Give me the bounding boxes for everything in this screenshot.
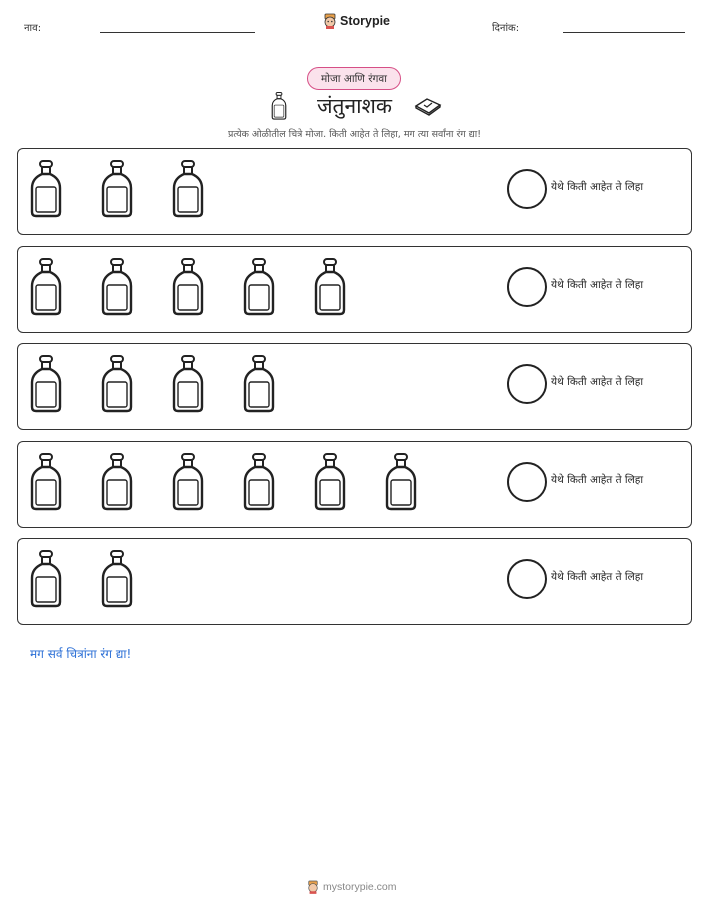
bottle-icon[interactable] <box>385 453 417 511</box>
bottle-icon[interactable] <box>243 453 275 511</box>
footer-note: मग सर्व चित्रांना रंग द्या! <box>30 647 132 661</box>
bottle-icon[interactable] <box>30 258 62 316</box>
answer-prompt: येथे किती आहेत ते लिहा <box>551 376 644 388</box>
count-row <box>17 246 692 333</box>
count-row <box>17 343 692 430</box>
bottle-icon[interactable] <box>243 258 275 316</box>
count-row <box>17 441 692 528</box>
answer-circle[interactable] <box>507 267 547 307</box>
bottle-icon[interactable] <box>101 160 133 218</box>
brand-logo <box>323 13 390 29</box>
bottle-icon[interactable] <box>243 355 275 413</box>
date-label: दिनांक: <box>492 23 520 34</box>
soap-bar-icon <box>414 96 442 116</box>
brand-name: Storypie <box>340 14 391 28</box>
answer-circle[interactable] <box>507 462 547 502</box>
answer-prompt: येथे किती आहेत ते लिहा <box>551 473 644 486</box>
bottle-icon[interactable] <box>101 258 133 316</box>
bottle-icon[interactable] <box>314 453 346 511</box>
bottle-icon[interactable] <box>30 453 62 511</box>
name-line[interactable] <box>100 32 255 33</box>
answer-prompt: येथे किती आहेत ते लिहा <box>551 278 644 291</box>
bottle-icon[interactable] <box>172 258 204 316</box>
footer-site <box>307 880 397 894</box>
answer-prompt: येथे किती आहेत ते लिहा <box>551 181 644 193</box>
bottle-icon[interactable] <box>172 160 204 218</box>
bottle-icon[interactable] <box>101 550 133 608</box>
bottle-icon[interactable] <box>30 550 62 608</box>
answer-circle[interactable] <box>507 169 547 209</box>
date-line[interactable] <box>563 32 685 33</box>
count-row <box>17 148 692 235</box>
answer-circle[interactable] <box>507 559 547 599</box>
bottle-icon[interactable] <box>30 160 62 218</box>
bottle-icon[interactable] <box>172 453 204 511</box>
storypie-logo-icon <box>323 13 337 29</box>
instruction-text: प्रत्येक ओळीतील चित्रे मोजा. किती आहेत ते लिहा, मग त्या सर्वांना रंग द्या! <box>227 129 482 140</box>
bottle-icon[interactable] <box>172 355 204 413</box>
count-row <box>17 538 692 625</box>
bottle-icon[interactable] <box>30 355 62 413</box>
activity-badge: मोजा आणि रंगवा <box>307 67 401 90</box>
bottle-icon[interactable] <box>314 258 346 316</box>
bottle-icon[interactable] <box>101 453 133 511</box>
storypie-logo-icon <box>307 880 319 894</box>
bottle-icon[interactable] <box>101 355 133 413</box>
footer-site-text: mystorypie.com <box>323 881 397 893</box>
page-title: जंतुनाशक <box>316 94 393 118</box>
answer-circle[interactable] <box>507 364 547 404</box>
name-label: नाव: <box>24 23 42 34</box>
answer-prompt: येथे किती आहेत ते लिहा <box>551 571 644 583</box>
